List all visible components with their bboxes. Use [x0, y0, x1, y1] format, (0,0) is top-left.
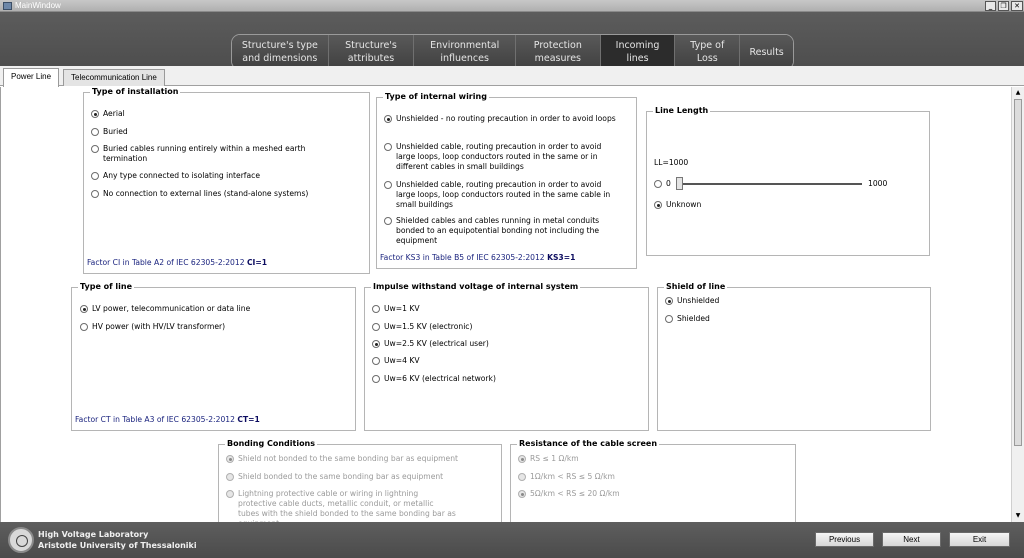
- minimize-button[interactable]: _: [985, 1, 996, 11]
- wiring-option-unshielded[interactable]: Unshielded - no routing precaution in order to avoid loops: [384, 114, 622, 124]
- line-type-factor: Factor CT in Table A3 of IEC 62305-2:2012 CT=1: [75, 415, 260, 424]
- tab-power-line[interactable]: Power Line: [3, 68, 59, 87]
- installation-option-buried[interactable]: Buried: [91, 127, 361, 137]
- line-length-title: Line Length: [655, 106, 709, 115]
- installation-option-aerial[interactable]: Aerial: [91, 109, 361, 119]
- resistance-option-20: 5Ω/km < RS ≤ 20 Ω/km: [518, 489, 620, 499]
- bonding-option-protective-cable: Lightning protective cable or wiring in lightning protective cable ducts, metallic conduit, or metallic tubes with the shield bonded to the same bonding bar as: [226, 489, 456, 529]
- title-bar: [0, 0, 1024, 12]
- vertical-scrollbar[interactable]: [1011, 87, 1024, 522]
- exit-button[interactable]: Exit: [949, 532, 1010, 547]
- wiring-factor: Factor KS3 in Table B5 of IEC 62305-2:2012 KS3=1: [380, 253, 576, 262]
- line-type-option-lv[interactable]: LV power, telecommunication or data line: [80, 304, 350, 314]
- nav-type-of-loss[interactable]: Type of Loss: [675, 35, 740, 69]
- bonding-option-bonded: Shield bonded to the same bonding bar as equipment: [226, 472, 496, 482]
- resistance-group: [510, 439, 796, 524]
- line-type-title: Type of line: [80, 282, 133, 291]
- tab-telecommunication-line[interactable]: Telecommunication Line: [63, 69, 165, 86]
- slider-handle[interactable]: [676, 177, 683, 190]
- line-length-value: LL=1000: [654, 158, 689, 167]
- installation-title: Type of installation: [92, 87, 179, 96]
- wizard-nav: [231, 34, 794, 70]
- line-type-group: [71, 282, 356, 431]
- resistance-title: Resistance of the cable screen: [519, 439, 658, 448]
- line-type-option-hv[interactable]: HV power (with HV/LV transformer): [80, 322, 350, 332]
- shield-option-unshielded[interactable]: Unshielded: [665, 296, 719, 306]
- bonding-option-not-bonded: Shield not bonded to the same bonding bar as equipment: [226, 454, 496, 464]
- wiring-group: [376, 92, 637, 269]
- nav-structure-attributes[interactable]: Structure's attributes: [329, 35, 415, 69]
- bonding-group: [218, 439, 502, 524]
- previous-button[interactable]: Previous: [815, 532, 874, 547]
- installation-group: [83, 87, 370, 274]
- slider-max-label: 1000: [868, 179, 888, 188]
- nav-protection-measures[interactable]: Protection measures: [516, 35, 601, 69]
- installation-option-meshed[interactable]: Buried cables running entirely within a meshed earth termination: [91, 144, 321, 164]
- shield-group: [657, 282, 931, 431]
- impulse-option-1-5kv[interactable]: Uw=1.5 KV (electronic): [372, 322, 472, 332]
- restore-button[interactable]: ❐: [998, 1, 1009, 11]
- wiring-option-shielded[interactable]: Shielded cables and cables running in metal conduits bonded to an equipotential bonding not including the equipment: [384, 216, 622, 246]
- scroll-up-icon[interactable]: ▲: [1015, 89, 1021, 96]
- header: [0, 12, 1024, 66]
- impulse-option-6kv[interactable]: Uw=6 KV (electrical network): [372, 374, 496, 384]
- tab-bar: [0, 66, 1024, 86]
- installation-factor: Factor CI in Table A2 of IEC 62305-2:2012 CI=1: [87, 258, 268, 267]
- impulse-option-1kv[interactable]: Uw=1 KV: [372, 304, 420, 314]
- wiring-option-precaution-same[interactable]: Unshielded cable, routing precaution in order to avoid large loops, loop conductors routed in the same cable in small buildings: [384, 180, 622, 210]
- nav-incoming-lines[interactable]: Incoming lines: [601, 35, 676, 69]
- line-length-slider[interactable]: [676, 183, 862, 185]
- university-name: Aristotle University of Thessaloniki: [38, 541, 197, 550]
- installation-option-isolating[interactable]: Any type connected to isolating interface: [91, 171, 361, 181]
- wiring-option-precaution-different[interactable]: Unshielded cable, routing precaution in order to avoid large loops, loop conductors routed in the same or in different cables in small buildings: [384, 142, 622, 172]
- window-title: MainWindow: [15, 1, 61, 10]
- wiring-title: Type of internal wiring: [385, 92, 487, 101]
- nav-environmental-influences[interactable]: Environmental influences: [414, 35, 516, 69]
- next-button[interactable]: Next: [882, 532, 941, 547]
- scroll-down-icon[interactable]: ▼: [1015, 512, 1021, 519]
- shield-option-shielded[interactable]: Shielded: [665, 314, 710, 324]
- shield-title: Shield of line: [666, 282, 726, 291]
- resistance-option-5: 1Ω/km < RS ≤ 5 Ω/km: [518, 472, 615, 482]
- scroll-thumb[interactable]: [1014, 99, 1022, 446]
- line-length-unknown-option[interactable]: Unknown: [654, 200, 701, 210]
- installation-option-standalone[interactable]: No connection to external lines (stand-alone systems): [91, 189, 361, 199]
- impulse-group: [364, 282, 649, 431]
- impulse-option-2-5kv[interactable]: Uw=2.5 KV (electrical user): [372, 339, 489, 349]
- impulse-title: Impulse withstand voltage of internal system: [373, 282, 579, 291]
- university-logo-icon: [8, 527, 34, 553]
- impulse-option-4kv[interactable]: Uw=4 KV: [372, 356, 420, 366]
- lab-name: High Voltage Laboratory: [38, 530, 149, 539]
- close-button[interactable]: ✕: [1011, 1, 1023, 11]
- nav-results[interactable]: Results: [740, 35, 793, 69]
- app-icon: [3, 2, 12, 10]
- bonding-title: Bonding Conditions: [227, 439, 316, 448]
- resistance-option-1: RS ≤ 1 Ω/km: [518, 454, 579, 464]
- line-length-known-option[interactable]: 0: [654, 179, 671, 189]
- nav-structure-type[interactable]: Structure's type and dimensions: [232, 35, 329, 69]
